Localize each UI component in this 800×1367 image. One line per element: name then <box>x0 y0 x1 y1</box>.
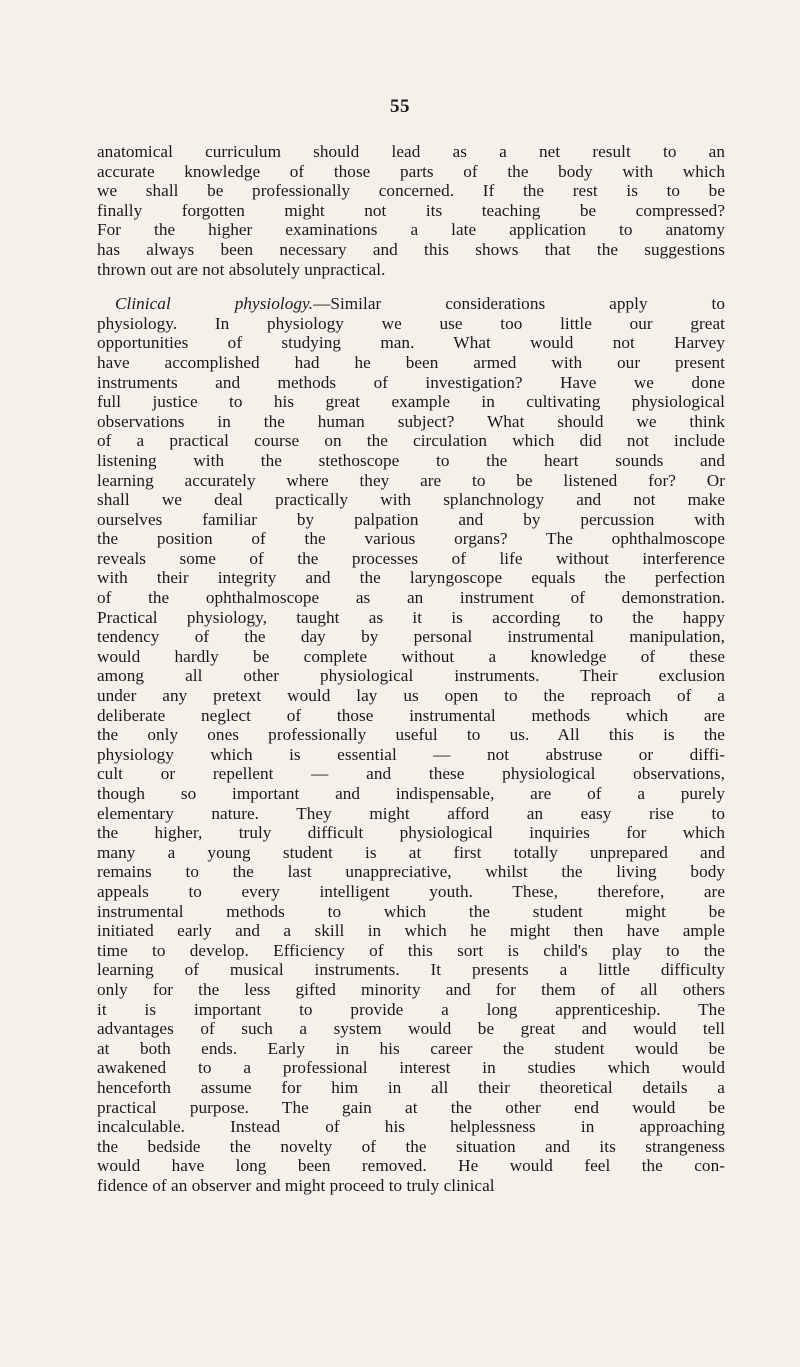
text-line: time to develop. Efficiency of this sort is child's play to the <box>97 940 725 960</box>
page-number: 55 <box>390 96 410 117</box>
text-line: learning accurately where they are to be listened for? Or <box>97 470 725 490</box>
text-line: cult or repellent — and these physiological observations, <box>97 764 725 784</box>
text-line <box>97 294 725 314</box>
text-line: observations in the human subject? What should we think <box>97 411 725 431</box>
section-heading: Clinical physiology. <box>115 294 314 314</box>
text-line: have accomplished had he been armed with our present <box>97 352 725 372</box>
text-line: deliberate neglect of those instrumental methods which are <box>97 705 725 725</box>
text-line: only for the less gifted minority and for them of all others <box>97 979 725 999</box>
text-line: at both ends. Early in his career the student would be <box>97 1038 725 1058</box>
text-line: learning of musical instruments. It presents a little difficulty <box>97 960 725 980</box>
text-line: ourselves familiar by palpation and by percussion with <box>97 509 725 529</box>
text-line: under any pretext would lay us open to the reproach of a <box>97 686 725 706</box>
text-line: reveals some of the processes of life without interference <box>97 548 725 568</box>
text-line: the only ones professionally useful to us. All this is the <box>97 725 725 745</box>
text-line: with their integrity and the laryngoscope equals the perfection <box>97 568 725 588</box>
text-line: initiated early and a skill in which he might then have ample <box>97 921 725 941</box>
text-line: of a practical course on the circulation which did not include <box>97 431 725 451</box>
text-line: advantages of such a system would be great and would tell <box>97 1019 725 1039</box>
text-line: fidence of an observer and might proceed to truly clinical <box>97 1175 495 1195</box>
text-line: physiology which is essential — not abstruse or diffi- <box>97 744 725 764</box>
text-line: practical purpose. The gain at the other end would be <box>97 1097 725 1117</box>
text-line: though so important and indispensable, are of a purely <box>97 784 725 803</box>
text-line: many a young student is at first totally unprepared and <box>97 842 725 862</box>
text-line: elementary nature. They might afford an easy rise to <box>97 803 725 823</box>
heading-continuation: —Similar considerations apply to <box>313 294 725 314</box>
text-line: instrumental methods to which the student might be <box>97 901 725 921</box>
text-line: we shall be professionally concerned. If the rest is to be <box>97 181 725 201</box>
text-line: For the higher examinations a late application to anatomy <box>97 220 725 240</box>
text-line: the higher, truly difficult physiological inquiries for which <box>97 823 725 843</box>
paragraph-clinical-physiology <box>97 294 725 1195</box>
text-line: Practical physiology, taught as it is according to the happy <box>97 607 725 627</box>
text-line: finally forgotten might not its teaching be compressed? <box>97 200 725 220</box>
text-line: among all other physiological instruments. Their exclusion <box>97 666 725 686</box>
text-line: anatomical curriculum should lead as a net result to an <box>97 142 725 161</box>
paragraph-anatomy <box>97 142 725 279</box>
body-text <box>97 142 725 1195</box>
paragraph-spacer <box>97 279 725 294</box>
text-line: physiology. In physiology we use too little our great <box>97 313 725 333</box>
text-line: the position of the various organs? The ophthalmoscope <box>97 529 725 549</box>
text-line: would have long been removed. He would feel the con- <box>97 1156 725 1176</box>
text-line: has always been necessary and this shows that the suggestions <box>97 239 725 259</box>
text-line: remains to the last unappreciative, whilst the living body <box>97 862 725 882</box>
text-line: henceforth assume for him in all their theoretical details a <box>97 1077 725 1097</box>
text-line: opportunities of studying man. What would not Harvey <box>97 333 725 353</box>
text-line: accurate knowledge of those parts of the body with which <box>97 161 725 181</box>
text-line: appeals to every intelligent youth. These, therefore, are <box>97 881 725 901</box>
text-line: thrown out are not absolutely unpractical. <box>97 259 386 279</box>
text-line: shall we deal practically with splanchnology and not make <box>97 490 725 510</box>
text-line: would hardly be complete without a knowledge of these <box>97 646 725 666</box>
text-line: incalculable. Instead of his helplessness in approaching <box>97 1117 725 1137</box>
text-line: listening with the stethoscope to the heart sounds and <box>97 450 725 470</box>
text-line: full justice to his great example in cultivating physiological <box>97 392 725 412</box>
text-line: instruments and methods of investigation? Have we done <box>97 372 725 392</box>
text-line: awakened to a professional interest in studies which would <box>97 1058 725 1078</box>
text-line: it is important to provide a long apprenticeship. The <box>97 999 725 1019</box>
text-line: of the ophthalmoscope as an instrument of demonstration. <box>97 588 725 608</box>
text-line: tendency of the day by personal instrumental manipulation, <box>97 627 725 647</box>
text-line: the bedside the novelty of the situation and its strangeness <box>97 1136 725 1156</box>
